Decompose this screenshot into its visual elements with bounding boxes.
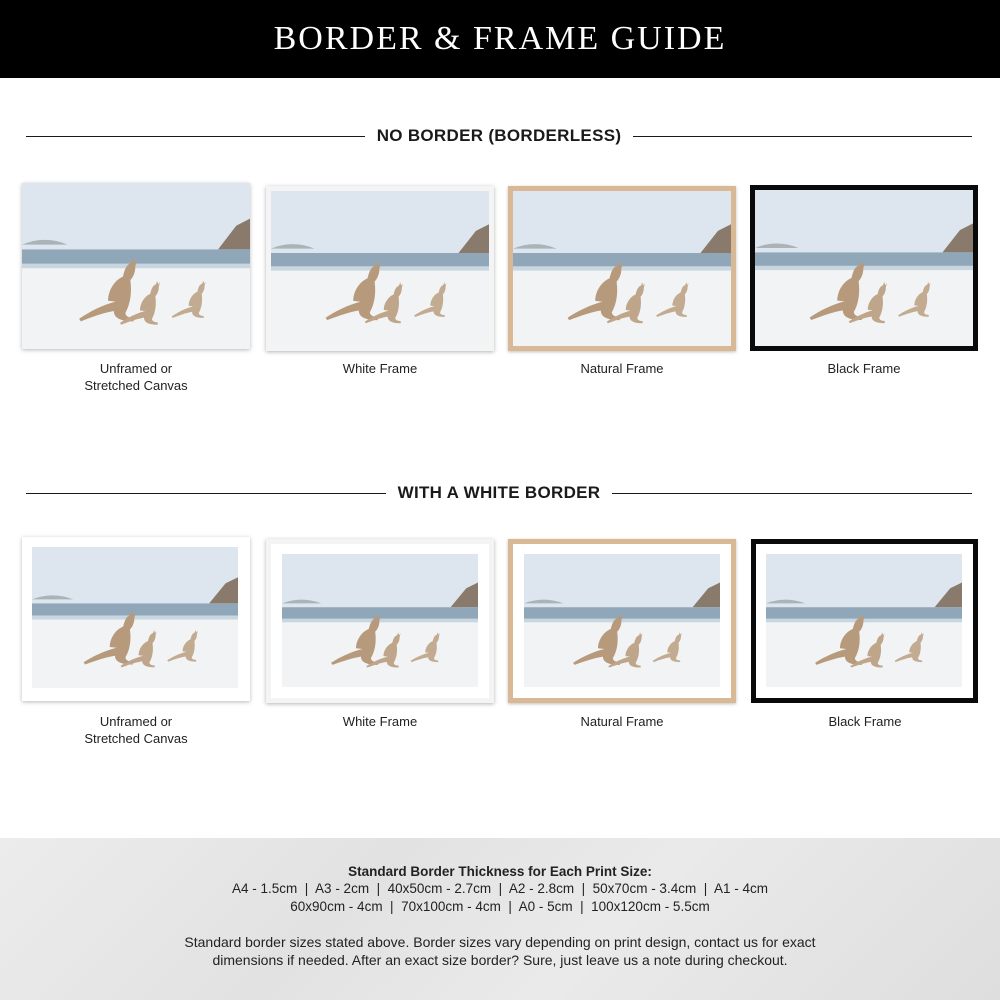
caption-line: Stretched Canvas — [84, 378, 188, 393]
surf — [513, 266, 731, 270]
kangaroos-on-beach-photo — [513, 191, 731, 346]
caption-line: Natural Frame — [580, 361, 664, 376]
sea — [22, 249, 250, 266]
sea — [513, 253, 731, 269]
caption-line: Natural Frame — [580, 714, 664, 729]
section-heading-label: WITH A WHITE BORDER — [397, 483, 601, 502]
caption-line: Unframed or — [99, 714, 173, 729]
option-caption — [22, 360, 250, 394]
sky — [513, 191, 731, 253]
sea — [524, 607, 720, 620]
sea — [32, 603, 238, 617]
print-white-frame — [266, 186, 494, 351]
sand — [755, 270, 973, 346]
beach-scene-illustration — [513, 191, 731, 346]
print-unframed — [22, 537, 250, 701]
sky — [766, 554, 962, 607]
heading-rule-left — [26, 493, 386, 494]
sea — [282, 607, 478, 620]
surf — [524, 619, 720, 623]
sizes-line: 60x90cm - 4cm | 70x100cm - 4cm | A0 - 5cm | 100x120cm - 5.5cm — [290, 899, 710, 914]
kangaroos-on-beach-photo — [766, 554, 962, 687]
sand — [766, 622, 962, 687]
beach-scene-illustration — [755, 190, 973, 346]
print-natural-frame — [508, 539, 736, 703]
option-caption — [751, 713, 979, 730]
sea — [271, 253, 489, 269]
sand — [282, 622, 478, 687]
print-white-frame — [266, 539, 494, 703]
sky — [282, 554, 478, 607]
print-unframed — [22, 183, 250, 349]
sky — [271, 191, 489, 253]
sky — [524, 554, 720, 607]
caption-line: Unframed or — [99, 361, 173, 376]
sky — [22, 183, 250, 249]
surf — [766, 619, 962, 623]
caption-line: Black Frame — [828, 714, 902, 729]
heading-rule-left — [26, 136, 365, 137]
sand — [22, 268, 250, 349]
option-caption — [266, 713, 494, 730]
heading-rule-right — [612, 493, 972, 494]
title-banner — [0, 0, 1000, 78]
surf — [282, 619, 478, 623]
option-caption — [508, 713, 736, 730]
heading-rule-right — [633, 136, 972, 137]
beach-scene-illustration — [766, 554, 962, 687]
caption-line: White Frame — [342, 361, 418, 376]
caption-line: Stretched Canvas — [84, 731, 188, 746]
note-line: dimensions if needed. After an exact size border? Sure, just leave us a note during checkout. — [212, 952, 788, 968]
surf — [271, 266, 489, 270]
sea — [766, 607, 962, 620]
beach-scene-illustration — [22, 183, 250, 349]
caption-line: White Frame — [342, 714, 418, 729]
beach-scene-illustration — [271, 191, 489, 346]
sand — [271, 271, 489, 346]
kangaroos-on-beach-photo — [524, 554, 720, 687]
page-title: BORDER & FRAME GUIDE — [273, 20, 727, 57]
print-black-frame — [751, 539, 978, 703]
beach-scene-illustration — [524, 554, 720, 687]
kangaroos-on-beach-photo — [271, 191, 489, 346]
info-title: Standard Border Thickness for Each Print Size: — [348, 864, 652, 879]
kangaroos-on-beach-photo — [755, 190, 973, 346]
sky — [755, 190, 973, 252]
print-natural-frame — [508, 186, 736, 351]
sky — [32, 547, 238, 603]
border-thickness-info-panel — [0, 838, 1000, 1000]
option-caption — [266, 360, 494, 377]
option-caption — [750, 360, 978, 377]
kangaroos-on-beach-photo — [282, 554, 478, 687]
section-heading-label: NO BORDER (BORDERLESS) — [376, 126, 622, 145]
option-caption — [22, 713, 250, 747]
print-black-frame — [750, 185, 978, 351]
sea — [755, 252, 973, 268]
surf — [22, 264, 250, 269]
sizes-line: A4 - 1.5cm | A3 - 2cm | 40x50cm - 2.7cm | A2 - 2.8cm | 50x70cm - 3.4cm | A1 - 4cm — [232, 881, 768, 896]
sand — [524, 622, 720, 687]
kangaroos-on-beach-photo — [22, 183, 250, 349]
caption-line: Black Frame — [827, 361, 901, 376]
beach-scene-illustration — [32, 547, 238, 688]
section-heading-no-border — [26, 124, 972, 148]
beach-scene-illustration — [282, 554, 478, 687]
kangaroos-on-beach-photo — [32, 547, 238, 688]
option-caption — [508, 360, 736, 377]
sand — [513, 271, 731, 346]
note-line: Standard border sizes stated above. Border sizes vary depending on print design, contact us for exact — [184, 934, 816, 950]
surf — [32, 615, 238, 619]
surf — [755, 266, 973, 270]
section-heading-white-border — [26, 481, 972, 505]
sand — [32, 620, 238, 688]
